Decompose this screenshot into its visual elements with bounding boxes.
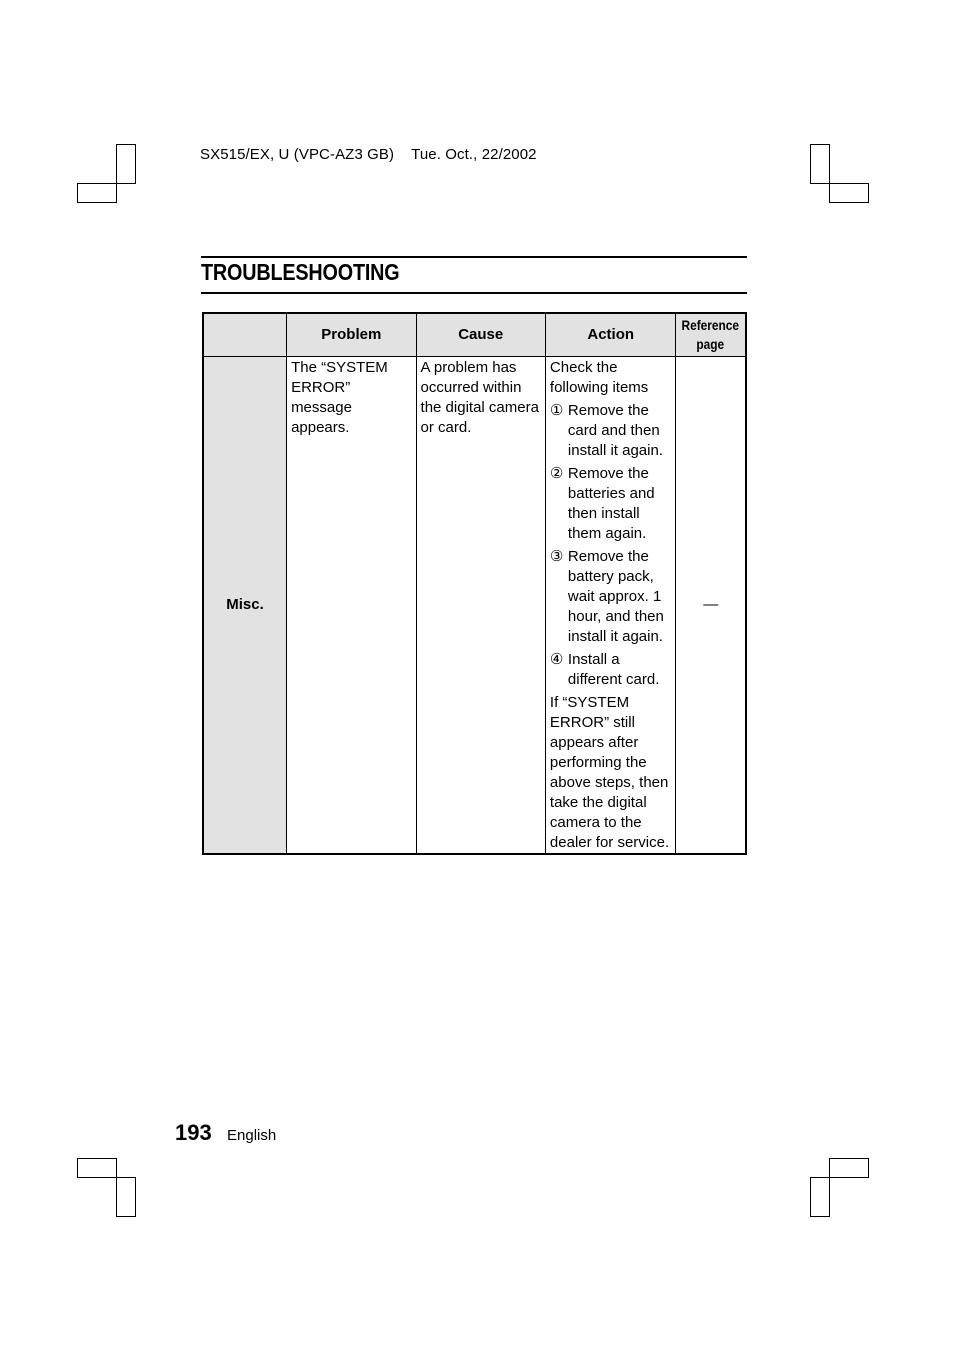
step-text: Remove the card and then install it again. bbox=[567, 402, 663, 459]
crop-mark-bottom-right-vertical bbox=[810, 1177, 830, 1217]
category-cell: Misc. bbox=[203, 357, 287, 855]
action-step bbox=[550, 464, 672, 544]
crop-mark-top-right-horizontal bbox=[829, 183, 869, 203]
crop-mark-top-right-vertical bbox=[810, 144, 830, 184]
reference-page-cell: — bbox=[676, 357, 746, 855]
step-number: ③ bbox=[549, 548, 564, 565]
title-rule-top bbox=[201, 256, 747, 258]
action-step bbox=[550, 650, 672, 690]
problem-cell: The “SYSTEM ERROR” message appears. bbox=[287, 357, 416, 855]
column-header-category bbox=[203, 313, 287, 357]
column-header-reference-page bbox=[676, 313, 746, 357]
action-step bbox=[550, 401, 672, 461]
action-intro: Check the following items bbox=[549, 359, 649, 396]
crop-mark-bottom-right-horizontal bbox=[829, 1158, 869, 1178]
crop-mark-bottom-left-vertical bbox=[116, 1177, 136, 1217]
step-number: ④ bbox=[549, 651, 564, 668]
step-number: ② bbox=[549, 465, 564, 482]
action-cell bbox=[545, 357, 676, 855]
column-header-cause: Cause bbox=[416, 313, 545, 357]
column-header-problem: Problem bbox=[287, 313, 416, 357]
print-header bbox=[200, 146, 537, 163]
table-header-row bbox=[203, 313, 746, 357]
table-row bbox=[203, 357, 746, 855]
page-language: English bbox=[227, 1127, 277, 1144]
column-header-action: Action bbox=[545, 313, 676, 357]
step-number: ① bbox=[549, 402, 564, 419]
crop-mark-bottom-left-horizontal bbox=[77, 1158, 117, 1178]
reference-page-label: Reference page bbox=[681, 317, 740, 352]
header-model: SX515/EX, U (VPC-AZ3 GB) bbox=[200, 146, 395, 163]
crop-mark-top-left-horizontal bbox=[77, 183, 117, 203]
page-number: 193 bbox=[175, 1120, 212, 1145]
action-step bbox=[550, 547, 672, 647]
action-followup: If “SYSTEM ERROR” still appears after performing the above steps, then take the digital camera to the dealer for service. bbox=[549, 694, 670, 851]
troubleshooting-table bbox=[202, 312, 747, 855]
crop-mark-top-left-vertical bbox=[116, 144, 136, 184]
step-text: Install a different card. bbox=[567, 651, 660, 688]
step-text: Remove the battery pack, wait approx. 1 hour, and then install it again. bbox=[567, 548, 664, 645]
title-rule-bottom bbox=[201, 292, 747, 294]
section-title: TROUBLESHOOTING bbox=[201, 259, 400, 285]
header-date: Tue. Oct., 22/2002 bbox=[411, 146, 537, 163]
step-text: Remove the batteries and then install them again. bbox=[567, 465, 655, 542]
cause-cell: A problem has occurred within the digital camera or card. bbox=[416, 357, 545, 855]
